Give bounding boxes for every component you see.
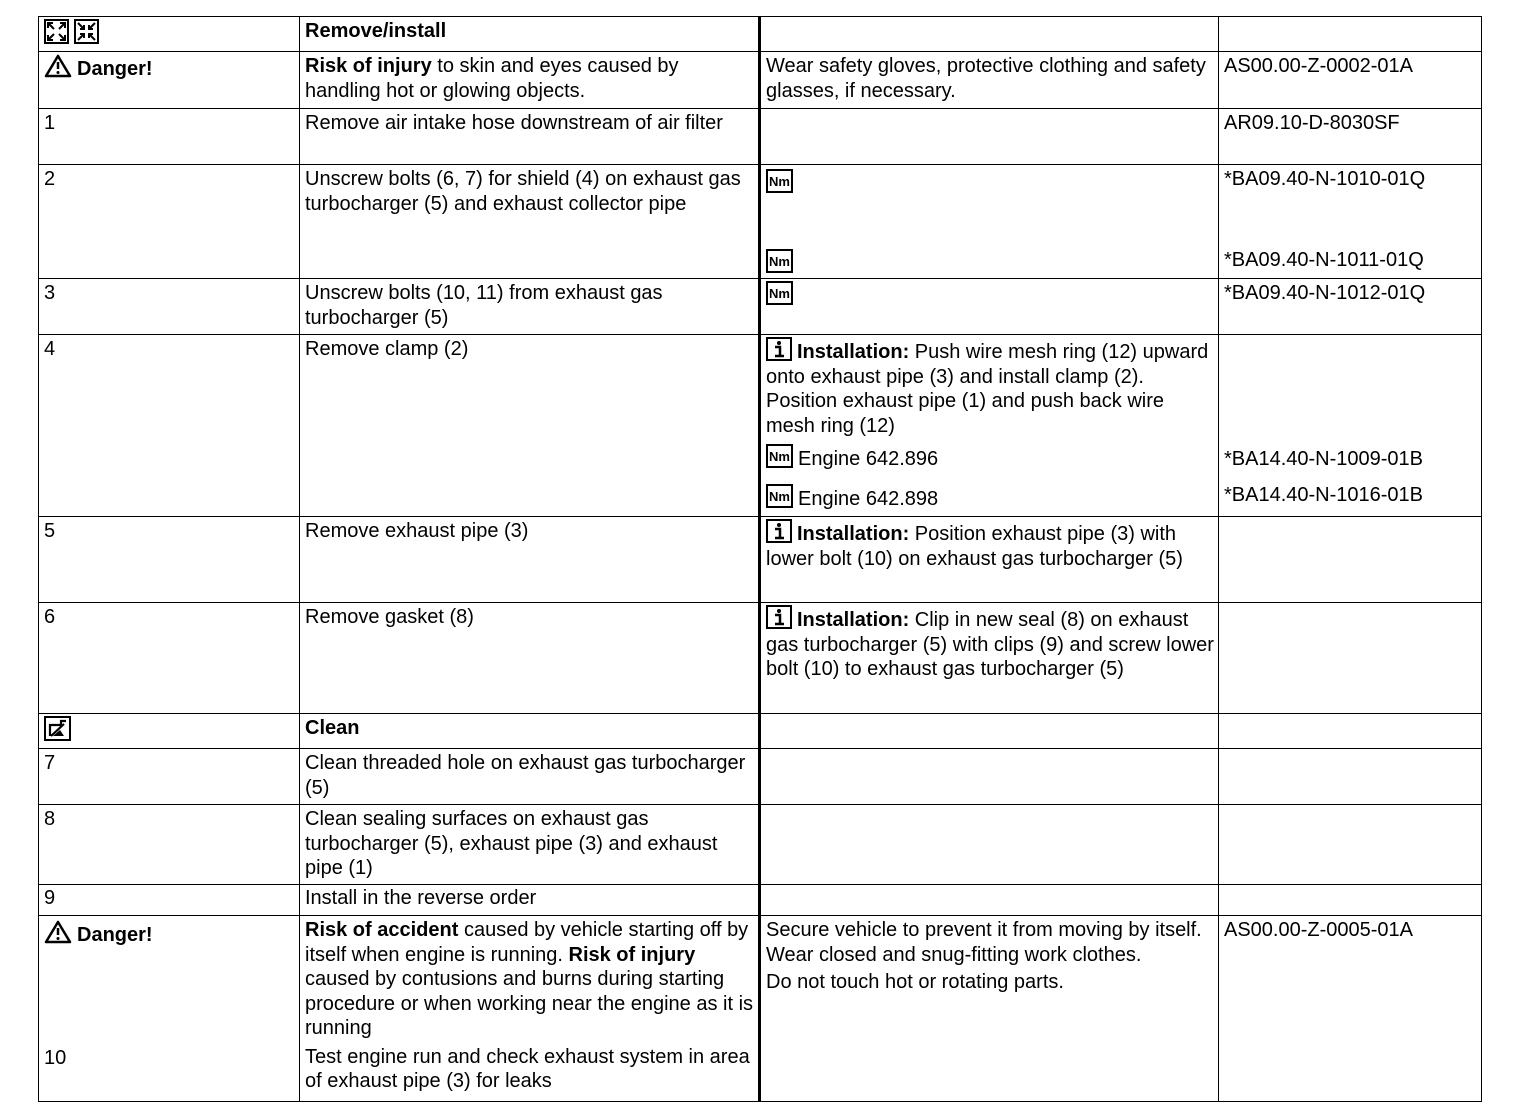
svg-text:Nm: Nm xyxy=(769,254,790,269)
step-number: 1 xyxy=(39,109,300,165)
danger-label: Danger! xyxy=(77,924,153,946)
table-row: 2 Unscrew bolts (6, 7) for shield (4) on exhaust gas turbocharger (5) and exhaust collector pipe Nm Nm *BA09.40-N-1010-01Q *BA09.40-N-1011-01Q xyxy=(39,165,1482,279)
step-number: 10 xyxy=(44,1047,67,1069)
document-reference: *BA09.40-N-1011-01Q xyxy=(1224,248,1424,271)
step-number: 8 xyxy=(39,805,300,885)
install-icon xyxy=(74,19,99,44)
document-reference: *BA09.40-N-1012-01Q xyxy=(1219,279,1482,335)
step-number: 2 xyxy=(39,165,300,279)
step-number: 4 xyxy=(39,335,300,517)
table-row: Danger! Risk of injury to skin and eyes caused by handling hot or glowing objects. Wear safety gloves, protective clothing and safety glasses, if necessary. AS00.00-Z-0002-01A xyxy=(39,52,1482,109)
torque-nm-icon xyxy=(766,444,793,468)
table-row: 9 Install in the reverse order xyxy=(39,885,1482,916)
table-row: 7 Clean threaded hole on exhaust gas turbocharger (5) xyxy=(39,749,1482,805)
section-heading: Remove/install xyxy=(305,20,447,42)
table-row: 4 Remove clamp (2) Installation: Push wire mesh ring (12) upward onto exhaust pipe (3) and install clamp (2). Position exhaust pipe (1) and push back wire mesh ring (12) Nm Engine 642.896 Nm Engine 642.898 *BA14.40-N-1009-01B *BA14.40-N-1016-01B xyxy=(39,335,1482,517)
document-reference: *BA14.40-N-1016-01B xyxy=(1224,483,1424,506)
table-row: 6 Remove gasket (8) Installation: Clip in new seal (8) on exhaust gas turbocharger (5) with clips (9) and screw lower bolt (10) to exhaust gas turbocharger (5) xyxy=(39,603,1482,714)
table-row: 8 Clean sealing surfaces on exhaust gas turbocharger (5), exhaust pipe (3) and exhaust pipe (1) xyxy=(39,805,1482,885)
clean-icon xyxy=(44,716,71,741)
torque-nm-icon xyxy=(766,169,1209,193)
svg-text:Nm: Nm xyxy=(769,488,790,504)
step-number: 7 xyxy=(39,749,300,805)
document-reference: AS00.00-Z-0005-01A xyxy=(1219,916,1482,1102)
document-reference: *BA09.40-N-1010-01Q xyxy=(1224,168,1426,190)
info-icon xyxy=(766,337,792,361)
document-reference: *BA14.40-N-1009-01B xyxy=(1224,448,1424,470)
table-row xyxy=(39,714,1482,749)
remove-install-icons xyxy=(39,17,300,52)
section-heading: Clean xyxy=(305,717,360,739)
step-number: 5 xyxy=(39,517,300,603)
step-number: 6 xyxy=(39,603,300,714)
info-icon xyxy=(766,605,792,629)
table-row xyxy=(39,17,1482,52)
table-row: 5 Remove exhaust pipe (3) Installation: Position exhaust pipe (3) with lower bolt (10) on exhaust gas turbocharger (5) xyxy=(39,517,1482,603)
svg-text:Nm: Nm xyxy=(769,449,790,464)
danger-label: Danger! xyxy=(77,58,153,80)
svg-text:Nm: Nm xyxy=(769,286,790,301)
document-reference: AR09.10-D-8030SF xyxy=(1219,109,1482,165)
table-row: 3 Unscrew bolts (10, 11) from exhaust gas turbocharger (5) Nm *BA09.40-N-1012-01Q xyxy=(39,279,1482,335)
warning-triangle-icon xyxy=(44,54,72,78)
step-number: 3 xyxy=(39,279,300,335)
torque-nm-icon xyxy=(766,249,1209,273)
warning-triangle-icon xyxy=(44,920,72,944)
procedure-table xyxy=(38,16,1482,1102)
table-row: 1 Remove air intake hose downstream of air filter AR09.10-D-8030SF xyxy=(39,109,1482,165)
svg-text:Nm: Nm xyxy=(769,174,790,189)
torque-nm-icon xyxy=(766,484,793,508)
torque-nm-icon xyxy=(766,281,793,305)
info-icon xyxy=(766,519,792,543)
remove-icon xyxy=(44,19,69,44)
table-row: Danger! 10 Risk of accident caused by vehicle starting off by itself when engine is running. Risk of injury caused by contusions and burns during starting procedure or when working near the engine as it is running Test engine run and check exhaust system in area of exhaust pipe (3) for leaks Secure vehicle to prevent it from moving by itself. Wear closed and snug-fitting work clothes. Do not touch hot or rotating parts. AS00.00-Z-0005-01A xyxy=(39,916,1482,1102)
step-number: 9 xyxy=(39,885,300,916)
document-reference: AS00.00-Z-0002-01A xyxy=(1219,52,1482,109)
